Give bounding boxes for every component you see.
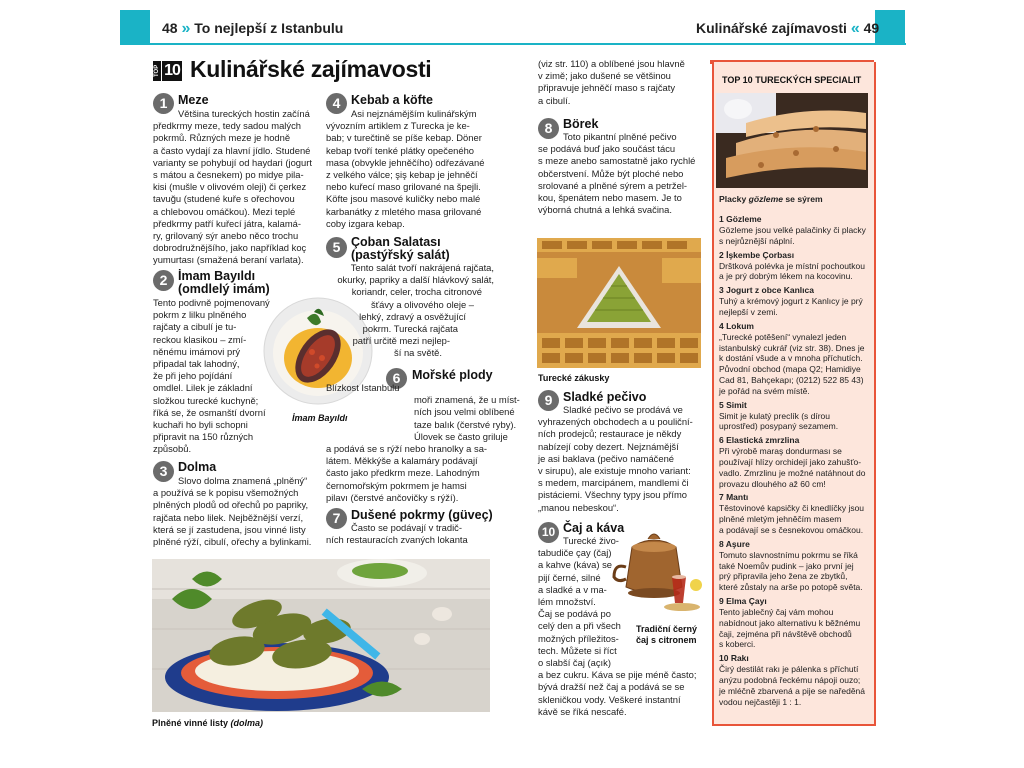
- item-title-coban-1: Çoban Salatası: [351, 235, 441, 249]
- text-line: (viz str. 110) a oblíbené jsou hlavně: [538, 58, 685, 69]
- number-badge-6: 6: [386, 368, 407, 389]
- text-line: pokrmů. Různých meze je hodně: [153, 132, 291, 144]
- number-badge-7: 7: [326, 508, 347, 529]
- number-badge-3: 3: [153, 461, 174, 482]
- number-badge-9: 9: [538, 390, 559, 411]
- number-badge-4: 4: [326, 93, 347, 114]
- text-line: s medem, marcipánem, mandlemi či: [538, 477, 689, 489]
- left-page-number: 48: [162, 20, 178, 36]
- sidebar-entry-line: „Turecké potěšení“ vynalezl jeden: [719, 331, 847, 342]
- sidebar-entry-line: k dostání všude a v mnoha příchutích.: [719, 353, 863, 364]
- text-line: a cibulí.: [538, 94, 571, 106]
- text-line: pokrm z lilku plněného: [153, 309, 247, 321]
- sidebar-photo-caption-text: Placky: [719, 194, 749, 204]
- item-title-borek: Börek: [563, 117, 599, 131]
- text-line: je asi baklava (pečivo namáčené: [538, 452, 675, 464]
- sidebar-entry-line: Tento jablečný čaj vám mohou: [719, 607, 834, 617]
- text-line: moři znamená, že u míst-: [414, 394, 520, 406]
- caption-dolma-text: Plněné vinné listy: [152, 718, 231, 728]
- gozleme-photo: [716, 93, 868, 188]
- sidebar-entry-line: vadlo. Zmrzlinu je možné natáhnout do: [719, 467, 866, 478]
- text-line: „manou nebeskou“.: [538, 501, 619, 513]
- text-line: omdlel. Lilek je základní: [153, 382, 253, 394]
- right-header-tab: [875, 10, 905, 43]
- sidebar-entry-line: Gözleme jsou velké palačinky či placky: [719, 225, 866, 235]
- text-line: často jako předkrm meze. Lahodným: [326, 467, 480, 479]
- right-header-title: Kulinářské zajímavosti: [696, 20, 847, 36]
- item-title-guvec: Dušené pokrmy (güveç): [351, 508, 493, 522]
- number-badge-1: 1: [153, 93, 174, 114]
- text-line: koriandr, celer, trocha citronové: [351, 286, 482, 298]
- caption-tea-1: Tradiční černý: [636, 624, 698, 634]
- item-title-imam-1: İmam Bayıldı: [178, 269, 256, 283]
- sidebar-entry-line: s koberci.: [719, 639, 756, 650]
- number-badge-2: 2: [153, 270, 174, 291]
- text-line: a sladké a v ma-: [538, 583, 607, 595]
- text-line: předkrmy patří kuřecí játra, kalamá-: [153, 217, 301, 229]
- sidebar-entry-line: používají hlízy orchidejí jako zahušťo-: [719, 457, 862, 467]
- text-line: kebap tvoří tenké plátky opečeného: [326, 144, 475, 156]
- tea-photo: [612, 527, 706, 617]
- dolma-photo: [152, 559, 490, 712]
- text-line: Většina tureckých hostin začíná: [178, 108, 310, 119]
- text-line: a chlebovou omáčkou). Mezi teplé: [153, 205, 296, 217]
- sidebar-entry-title: 7 Mantı: [719, 492, 749, 503]
- sidebar-entry-line: Simit je kulatý preclík (s dírou: [719, 410, 831, 421]
- sidebar-entry-line: nabídnout jako alternativu k běžnému: [719, 617, 861, 628]
- sidebar-entry-title: 3 Jogurt z obce Kanlıca: [719, 285, 814, 296]
- item-title-coban-2: (pastýřský salát): [351, 248, 450, 262]
- text-line: vývozním artiklem z Turecka je ke-: [326, 120, 470, 132]
- sidebar-entry-line: istanbulský cukrář (viz str. 38). Dnes je: [719, 342, 865, 353]
- sidebar-entry-line: Tomuto slavnostnímu pokrmu se říká: [719, 549, 858, 560]
- top10-logo-small: TOP: [153, 61, 161, 81]
- text-line: a podává se s rýží nebo hranolky a sa-: [326, 443, 488, 455]
- text-line: v zimě; jako dušené se většinou: [538, 70, 671, 82]
- sidebar-entry-line: také Noemův pudink – jako první jej: [719, 560, 854, 571]
- right-arrows: «: [850, 20, 860, 37]
- text-line: ší na světě.: [394, 347, 442, 359]
- left-arrows: »: [181, 20, 191, 37]
- text-line: kuchaři ho byli schopni: [153, 419, 248, 431]
- item-text-guvec: [326, 522, 494, 546]
- item-text-coban: [326, 262, 494, 360]
- sidebar-entry-line: Cad 81, Bahçekapı; (0212) 522 85 43): [719, 375, 864, 385]
- text-line: masa (obvykle jehněčího) odřezávané: [326, 156, 485, 168]
- text-line: kávě se říká nescafé.: [538, 705, 627, 717]
- sidebar-entry-line: Těstovinové kapsičky či knedlíčky jsou: [719, 503, 865, 514]
- text-line: Často se podávají v tradič-: [351, 522, 462, 533]
- sidebar-entry-title: 2 İşkembe Çorbası: [719, 249, 795, 260]
- text-line: výborná chutná a lehká svačina.: [538, 204, 672, 216]
- left-running-header: [162, 20, 343, 38]
- sidebar-entry-line: plněné mletým jehněčím masem: [719, 514, 842, 525]
- top10-logo-big: 10: [162, 61, 182, 81]
- item-title-meze: Meze: [178, 93, 209, 107]
- text-line: okurky, papriky a další hlávkový salát,: [337, 274, 494, 286]
- item-title-seafood: Mořské plody: [412, 368, 493, 382]
- text-line: varianty se pohybují od haydari (jogurt: [153, 156, 312, 168]
- sidebar-entry-line: Čirý destilát rakı je pálenka s příchutí: [719, 664, 859, 675]
- caption-imam-bayildi: İmam Bayıldı: [292, 413, 348, 423]
- text-line: tavuğu (studené kuře s ořechovou: [153, 193, 295, 205]
- sidebar-title: TOP 10 TURECKÝCH SPECIALIT: [722, 75, 862, 85]
- item-title-imam-2: (omdlelý imám): [178, 282, 270, 296]
- item-text-sweets: [538, 404, 706, 514]
- left-header-title: To nejlepší z Istanbulu: [194, 20, 344, 36]
- sidebar-entry-line: a podávají se s česnekovou omáčkou.: [719, 525, 864, 535]
- text-line: Úlovek se často griluje: [414, 430, 508, 442]
- text-line: lém množství.: [538, 596, 596, 608]
- text-line: a používá se k popisu všemožných: [153, 487, 299, 499]
- text-line: taze balık (čerstvé ryby).: [414, 418, 517, 430]
- sidebar-entry-title: 9 Elma Çayı: [719, 596, 767, 606]
- sidebar-entry-title: 8 Aşure: [719, 538, 750, 549]
- text-line: způsobů.: [153, 443, 192, 455]
- left-header-tab: [120, 10, 150, 43]
- text-line: Blízkost Istanbulu: [326, 382, 400, 393]
- text-line: v sirupu), ale existuje mnoho variant:: [538, 465, 691, 477]
- sidebar-entry-line: je pořád na svém místě.: [719, 385, 810, 396]
- sidebar-entry-line: provazu dlouhého až 60 cm!: [719, 478, 826, 489]
- caption-tea-2: čaj s citronem: [636, 635, 697, 645]
- text-line: kou, špenátem nebo masem. Je to: [538, 192, 682, 204]
- text-line: která se jí zastudena, jsou vinné listy: [153, 523, 306, 535]
- text-line: vyhrazených obchodech a u pouliční-: [538, 416, 693, 428]
- text-line: s mátou a česnekem) po midye pila-: [153, 169, 304, 181]
- text-line: Tento salát tvoří nakrájená rajčata,: [350, 262, 494, 273]
- text-line: dobrodružnějšího, jako například koç: [153, 242, 307, 254]
- text-line: srolované a plněné sýrem a petržel-: [538, 179, 688, 191]
- text-line: že při jeho pojídání: [153, 370, 233, 382]
- text-line: yumurtası (smažená beraní varlata).: [153, 254, 304, 266]
- text-line: pokrm. Turecká rajčata: [362, 323, 458, 335]
- text-line: tabudiče çay (čaj): [538, 547, 612, 559]
- text-line: Asi nejznámějším kulinářským: [351, 108, 477, 119]
- sidebar-entry-line: Původní obchod (mapa Q2; Hamidiye: [719, 364, 861, 375]
- sidebar-entry-line: a je prý dobrým lékem na kocovinu.: [719, 271, 853, 282]
- text-line: a kahve (káva) se: [538, 559, 612, 571]
- baklava-photo: [537, 238, 701, 368]
- item-text-borek: [538, 131, 703, 216]
- text-line: látem. Měkkýše a kalamáry podávají: [326, 455, 478, 467]
- text-line: pistáciemi. Všechny typy jsou přímo: [538, 489, 688, 501]
- text-line: černomořským pokrmem je hamsi: [326, 479, 467, 491]
- text-line: ních restauracích zvaných lokanta: [326, 534, 468, 546]
- sidebar-entry-title: 6 Elastická zmrzlina: [719, 435, 800, 446]
- text-line: Tento podivně pojmenovaný: [153, 297, 270, 308]
- caption-dolma: [152, 718, 263, 729]
- text-line: a často vydají za hlavní jídlo. Studené: [153, 144, 311, 156]
- text-line: Toto pikantní plněné pečivo: [563, 131, 677, 142]
- sidebar-entry-line: Při výrobě maraş dondurması se: [719, 446, 842, 457]
- sidebar-entry-title: 4 Lokum: [719, 320, 754, 331]
- text-line: pijí černé, silné: [538, 571, 601, 583]
- sidebar-entry-line: čaji, zejména při návštěvě obchodů: [719, 628, 852, 639]
- sidebar-entry-line: anýzu podobná řeckému nápoji ouzo;: [719, 675, 861, 685]
- text-line: připadal tak lahodný,: [153, 358, 240, 370]
- text-line: říká se, že osmanští dvorní: [153, 406, 266, 418]
- top10-logo: [153, 61, 183, 81]
- text-line: s meze anebo samostatně jako rychlé: [538, 155, 696, 167]
- text-line: bývá dražší než čaj a podává se se: [538, 681, 685, 693]
- sidebar-entry-title: 1 Gözleme: [719, 214, 762, 224]
- sidebar-entry-line: je mléčně zbarvená a pije se naředěná: [719, 685, 866, 696]
- text-line: pilavı (čerstvé ančovičky s rýží).: [326, 491, 459, 503]
- sidebar-entry-line: uprostřed) posypaný sezamem.: [719, 421, 839, 432]
- sidebar-entry-title: 5 Simit: [719, 399, 747, 410]
- item-title-tea-coffee: Čaj a káva: [563, 521, 625, 535]
- item-title-sweets: Sladké pečivo: [563, 390, 647, 404]
- text-line: ry, grilovaný sýr anebo něco trochu: [153, 230, 299, 242]
- text-line: plněných plodů od ořechů po papriky,: [153, 499, 309, 511]
- text-line: Sladké pečivo se prodává ve: [563, 404, 683, 415]
- text-line: složkou turecké kuchyně;: [153, 394, 259, 406]
- text-line: o slabší čaj (açık): [538, 657, 611, 669]
- text-line: Köfte jsou masové kuličky nebo malé: [326, 193, 481, 205]
- item-text-guvec-continued: [538, 58, 703, 107]
- sidebar-photo-caption-tail: se sýrem: [783, 194, 823, 204]
- right-page-number: 49: [863, 20, 880, 36]
- caption-baklava: Turecké zákusky: [538, 373, 610, 383]
- text-line: ních jsou velmi oblíbené: [414, 406, 515, 418]
- header-rule: [120, 43, 906, 45]
- text-line: připravit na 150 různých: [153, 431, 254, 443]
- text-line: občerstvení. Může být ploché nebo: [538, 167, 684, 179]
- text-line: celý den a při všech: [538, 620, 621, 632]
- text-line: připravuje jehněčí maso s rajčaty: [538, 82, 676, 94]
- item-text-meze: [153, 108, 318, 267]
- text-line: plněné rýží, cibulí, ořechy a bylinkami.: [153, 536, 312, 548]
- text-line: skleničkou vody. Veškeré instantní: [538, 693, 681, 705]
- page-title: Kulinářské zajímavosti: [190, 56, 432, 82]
- number-badge-10: 10: [538, 522, 559, 543]
- text-line: a bez cukru. Káva se pije méně často;: [538, 669, 697, 681]
- sidebar-entry-line: Tuhý a krémový jogurt z Kanlıcy je prý: [719, 296, 863, 307]
- text-line: patří určitě mezi nejlep-: [352, 335, 450, 347]
- text-line: předkrmy meze, tedy sadou malých: [153, 120, 301, 132]
- text-line: Slovo dolma znamená „plněný“: [178, 475, 308, 486]
- sidebar-entry-line: Drštková polévka je místní pochoutkou: [719, 260, 865, 271]
- text-line: rajčata nebo lilek. Nejběžnější verzí,: [153, 511, 304, 523]
- text-line: možných příležitos-: [538, 632, 619, 644]
- item-text-kebab: [326, 108, 491, 230]
- text-line: nebo kuřecí maso grilované na špejli.: [326, 181, 481, 193]
- item-text-dolma: [153, 475, 323, 548]
- number-badge-8: 8: [538, 118, 559, 139]
- text-line: lehký, zdravý a osvěžující: [359, 310, 466, 322]
- text-line: z velkého válce; şiş kebap je jehněčí: [326, 169, 478, 181]
- text-line: tech. Můžete si říct: [538, 644, 617, 656]
- sidebar-entry-title: 10 Rakı: [719, 653, 749, 664]
- text-line: reckou klasikou – zmí-: [153, 333, 247, 345]
- item-title-dolma: Dolma: [178, 460, 217, 474]
- sidebar-entry-line: vodou nejčastěji 1 : 1.: [719, 696, 802, 707]
- text-line: šťávy a olivového oleje –: [370, 298, 474, 310]
- text-line: coby izgara kebap.: [326, 217, 405, 229]
- text-line: nabízejí coby dezert. Nejznámější: [538, 440, 679, 452]
- sidebar-photo-caption-italic: gözleme: [748, 194, 784, 204]
- text-line: se podává buď jako součást tácu: [538, 143, 676, 155]
- sidebar-entry-line: prý připravila jeho žena ze zbytků,: [719, 571, 848, 582]
- text-line: kisi (mušle v olivovém oleji) či çerkez: [153, 181, 307, 193]
- number-badge-5: 5: [326, 237, 347, 258]
- caption-dolma-italic: (dolma): [230, 718, 264, 728]
- text-line: Čaj se podává po: [538, 608, 611, 620]
- text-line: Turecké živo-: [563, 535, 619, 546]
- item-title-kebab: Kebab a köfte: [351, 93, 433, 107]
- text-line: něnému imámovi prý: [153, 345, 241, 357]
- item-text-seafood: [326, 382, 520, 504]
- sidebar-photo-caption: [719, 194, 871, 205]
- right-running-header: [696, 20, 879, 38]
- text-line: karbanátky z mletého masa grilované: [326, 205, 482, 217]
- sidebar-entry-line: s nejrůznější náplní.: [719, 235, 795, 246]
- text-line: ních prodejců; restaurace je někdy: [538, 428, 682, 440]
- sidebar-entry-line: nejlepší v zemi.: [719, 307, 778, 317]
- text-line: rajčaty a cibulí je tu-: [153, 321, 237, 333]
- sidebar-entry-line: které zůstaly na arše po potopě světa.: [719, 582, 863, 593]
- text-line: bab; v turečtině se píše kebap. Döner: [326, 132, 482, 144]
